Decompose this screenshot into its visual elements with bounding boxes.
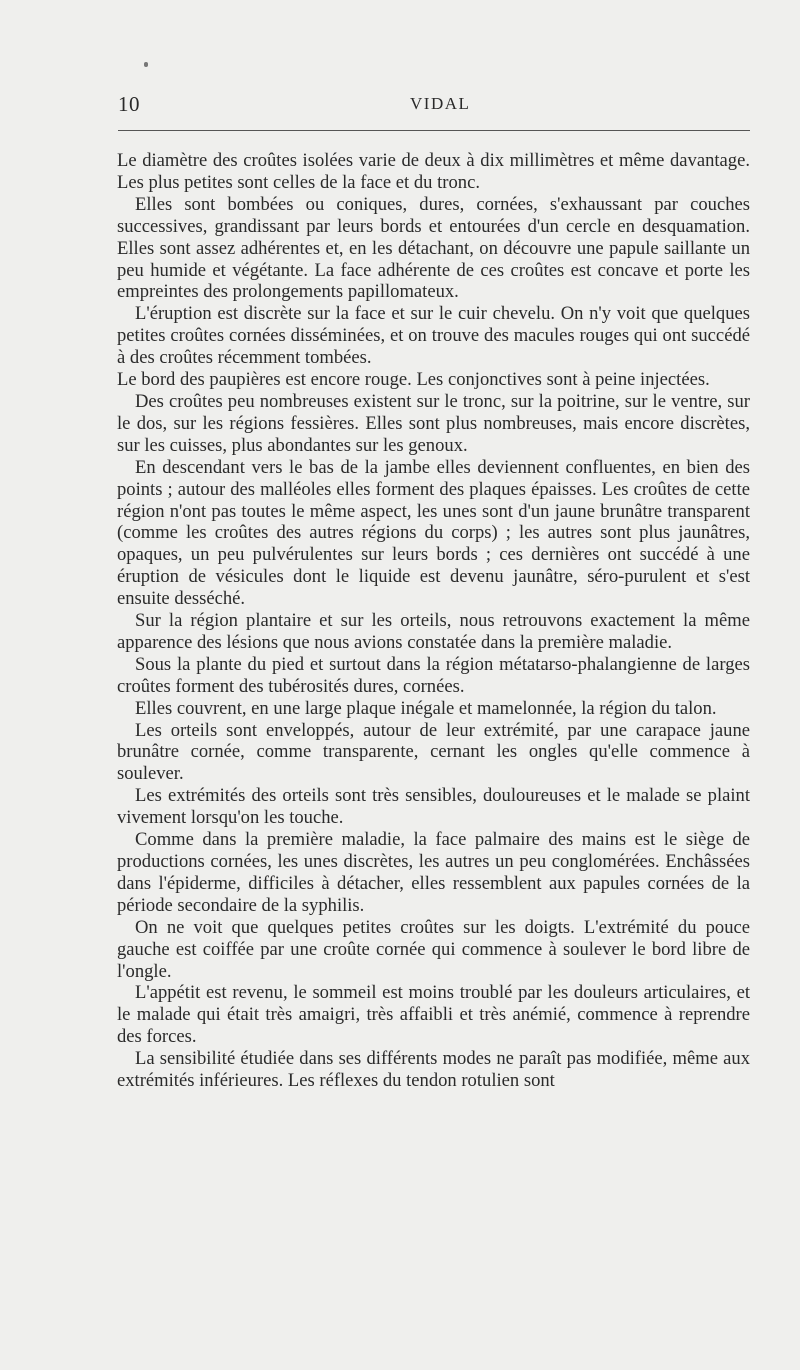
paragraph: L'éruption est discrète sur la face et sur le cuir chevelu. On n'y voit que quelques petites croûtes cornées disséminées, et on trouve des macules rouges qui ont succédé à des croûtes récemment tombées. bbox=[117, 303, 750, 369]
paragraph: Des croûtes peu nombreuses existent sur le tronc, sur la poitrine, sur le ventre, sur le dos, sur les régions fessières. Elles sont plus nombreuses, mais encore discrètes, sur les cuisses, plus abondantes sur les genoux. bbox=[117, 390, 750, 456]
paragraph: Sous la plante du pied et surtout dans la région métatarso-phalangienne de larges croûtes forment des tubérosités dures, cornées. bbox=[117, 653, 750, 697]
paragraph: Comme dans la première maladie, la face palmaire des mains est le siège de productions cornées, les unes discrètes, les autres un peu conglomérées. Enchâssées dans l'épiderme, difficiles à détacher, elles ressemblent aux papules cornées de la période secondaire de la syphilis. bbox=[117, 829, 750, 916]
paragraph: On ne voit que quelques petites croûtes sur les doigts. L'extrémité du pouce gauche est coiffée par une croûte cornée qui commence à soulever le bord libre de l'ongle. bbox=[117, 916, 750, 982]
paragraph: Elles couvrent, en une large plaque inégale et mamelonnée, la région du talon. bbox=[135, 697, 717, 719]
body-text bbox=[117, 150, 750, 1092]
header-rule bbox=[118, 130, 750, 131]
page-number: 10 bbox=[118, 92, 140, 116]
paragraph: Le bord des paupières est encore rouge. Les conjonctives sont à peine injectées. bbox=[117, 369, 710, 391]
paragraph: L'appétit est revenu, le sommeil est moins troublé par les douleurs articulaires, et le malade qui était très amaigri, très affaibli et très anémié, commence à reprendre des forces. bbox=[117, 982, 750, 1048]
page-header bbox=[118, 92, 750, 132]
paragraph: Le diamètre des croûtes isolées varie de deux à dix millimètres et même davantage. Les plus petites sont celles de la face et du tronc. bbox=[117, 150, 750, 193]
paragraph: En descendant vers le bas de la jambe elles deviennent confluentes, en bien des points ; autour des malléoles elles forment des plaques épaisses. Les croûtes de cette région n'ont pas toutes le même aspect, les unes sont d'un jaune brunâtre transparent (comme les croûtes des autres régions du corps) ; les autres sont plus jaunâtres, opaques, un peu pulvérulentes sur leurs bords ; ces dernières ont succédé à une éruption de vésicules dont le liquide est devenu jaunâtre, séro-purulent et s'est ensuite desséché. bbox=[117, 456, 750, 610]
paragraph: Elles sont bombées ou coniques, dures, cornées, s'exhaussant par couches successives, grandissant par leurs bords et entourées d'un cercle en desquamation. Elles sont assez adhérentes et, en les détachant, on découvre une papule saillante un peu humide et végétante. La face adhérente de ces croûtes est concave et porte les empreintes des prolongements papillomateux. bbox=[117, 193, 750, 303]
paragraph: Les extrémités des orteils sont très sensibles, douloureuses et le malade se plaint vivement lorsqu'on les touche. bbox=[117, 785, 750, 829]
paragraph: La sensibilité étudiée dans ses différents modes ne paraît pas modifiée, même aux extrémités inférieures. Les réflexes du tendon rotulien sont bbox=[117, 1048, 750, 1092]
running-head: VIDAL bbox=[410, 94, 471, 113]
paragraph: Sur la région plantaire et sur les orteils, nous retrouvons exactement la même apparence des lésions que nous avions constatée dans la première maladie. bbox=[117, 610, 750, 653]
ink-speck bbox=[144, 62, 148, 67]
paragraph: Les orteils sont enveloppés, autour de leur extrémité, par une carapace jaune brunâtre cornée, comme transparente, cernant les ongles qu'elle commence à soulever. bbox=[117, 719, 750, 785]
